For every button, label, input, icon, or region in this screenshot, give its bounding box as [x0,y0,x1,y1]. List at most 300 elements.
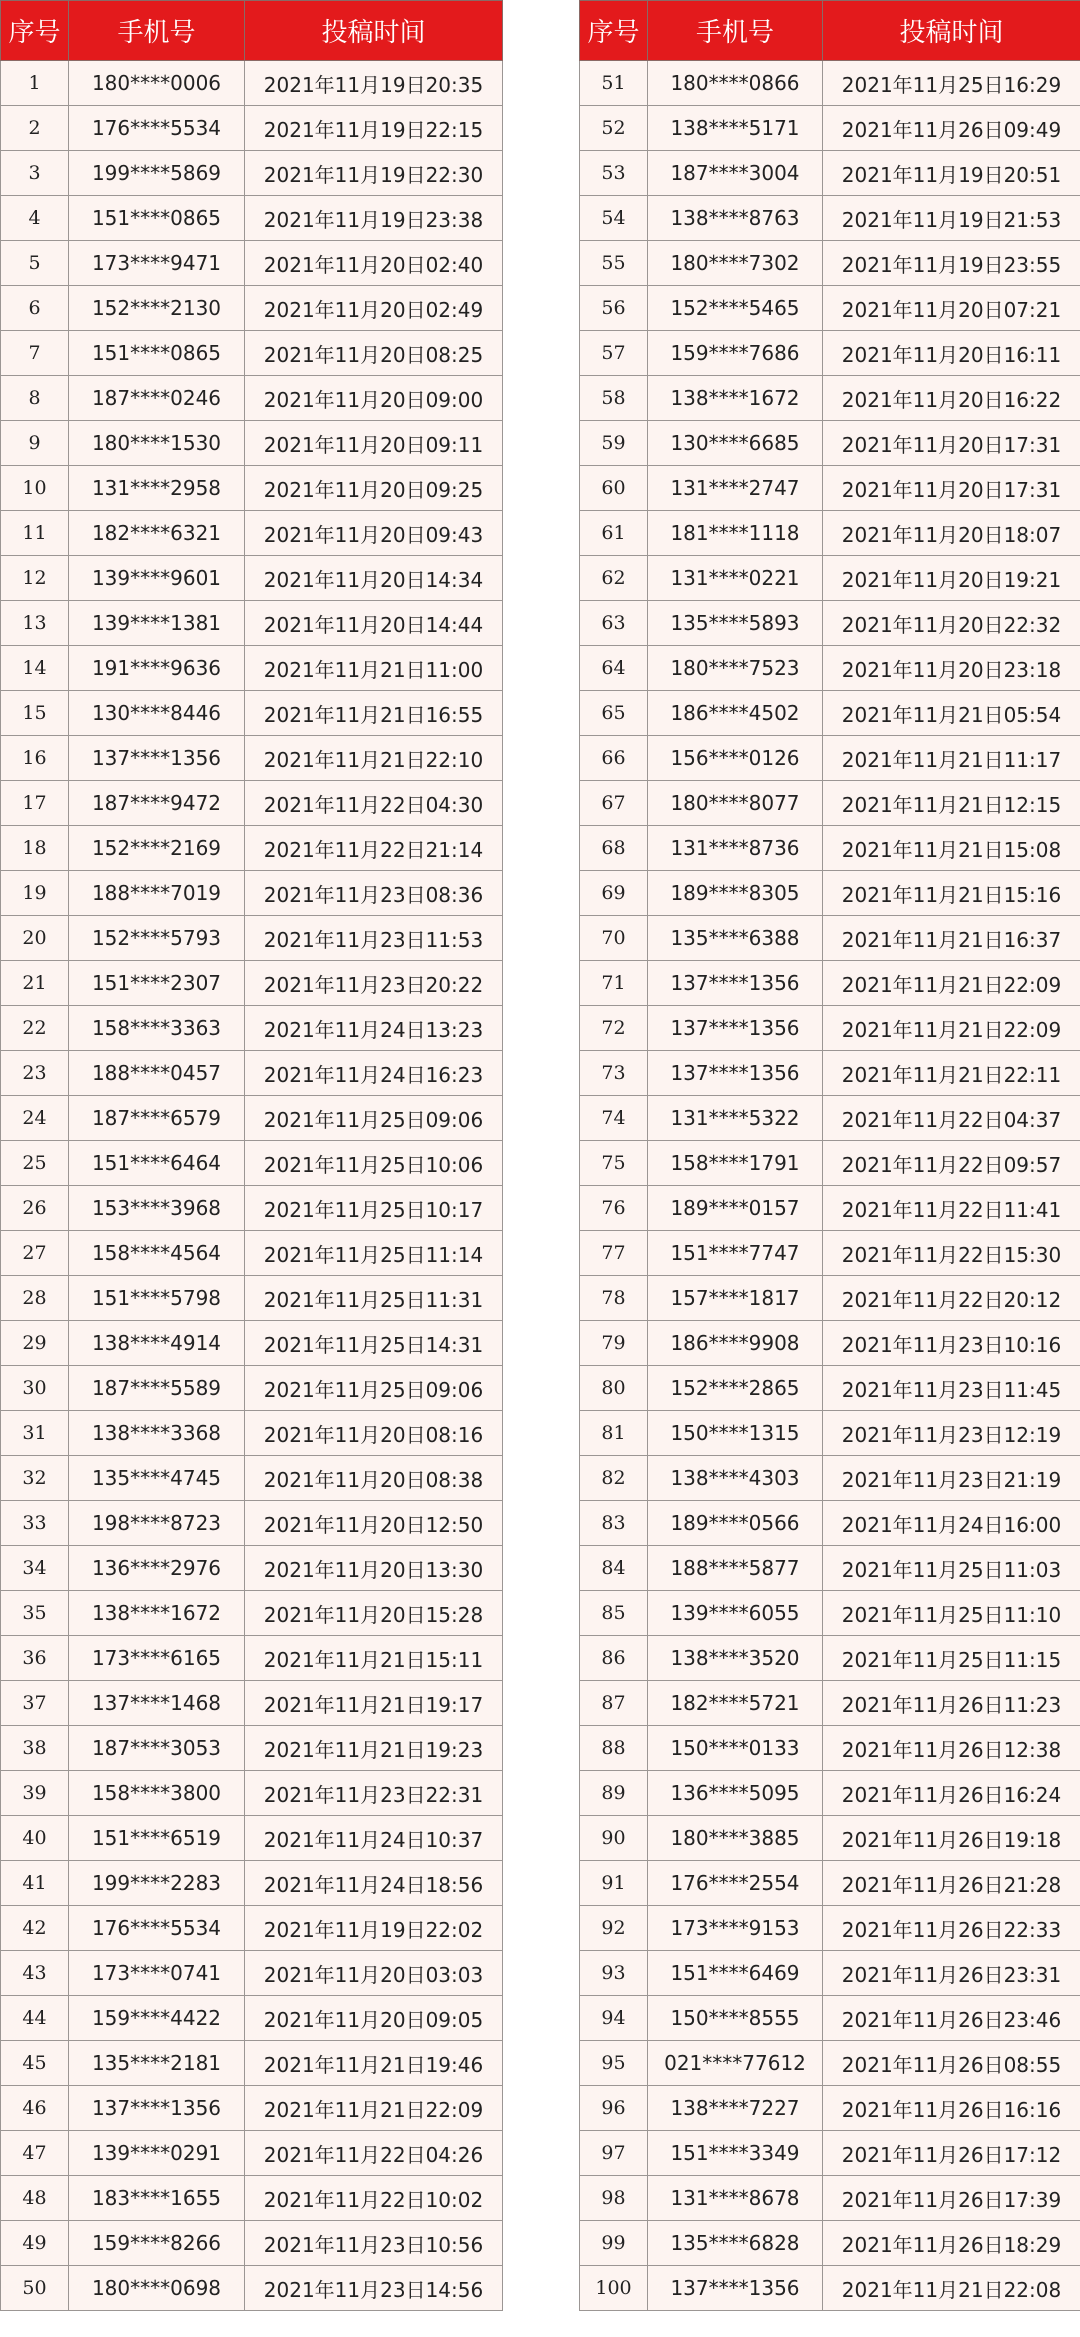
cell-index: 93 [580,1951,648,1996]
table-row [580,151,1080,196]
cell-index: 91 [580,1861,648,1906]
cell-phone: 186****9908 [648,1321,823,1366]
header-index: 序号 [1,1,69,61]
cell-index: 66 [580,736,648,781]
cell-time: 2021年11月19日20:51 [823,151,1080,196]
cell-phone: 131****2958 [69,466,245,511]
table-row [1,1141,503,1186]
cell-time: 2021年11月24日16:00 [823,1501,1080,1546]
cell-time: 2021年11月26日08:55 [823,2041,1080,2086]
cell-index: 95 [580,2041,648,2086]
cell-phone: 137****1356 [69,2086,245,2131]
cell-index: 51 [580,61,648,106]
cell-time: 2021年11月20日16:11 [823,331,1080,376]
cell-phone: 131****2747 [648,466,823,511]
cell-phone: 199****5869 [69,151,245,196]
cell-index: 13 [1,601,69,646]
cell-index: 5 [1,241,69,286]
cell-index: 85 [580,1591,648,1636]
cell-index: 25 [1,1141,69,1186]
cell-index: 27 [1,1231,69,1276]
cell-phone: 151****0865 [69,331,245,376]
cell-time: 2021年11月23日08:36 [245,871,503,916]
table-row [580,1141,1080,1186]
table-row [580,556,1080,601]
cell-index: 38 [1,1726,69,1771]
cell-index: 44 [1,1996,69,2041]
cell-time: 2021年11月20日07:21 [823,286,1080,331]
cell-time: 2021年11月22日15:30 [823,1231,1080,1276]
cell-time: 2021年11月21日05:54 [823,691,1080,736]
cell-phone: 137****1356 [69,736,245,781]
cell-phone: 151****6464 [69,1141,245,1186]
table-row [1,61,503,106]
cell-phone: 138****8763 [648,196,823,241]
cell-index: 24 [1,1096,69,1141]
cell-time: 2021年11月26日21:28 [823,1861,1080,1906]
table-row [1,1366,503,1411]
table-row [1,1096,503,1141]
cell-time: 2021年11月26日17:12 [823,2131,1080,2176]
cell-phone: 189****0566 [648,1501,823,1546]
cell-index: 57 [580,331,648,376]
cell-phone: 159****7686 [648,331,823,376]
cell-index: 43 [1,1951,69,1996]
cell-phone: 187****9472 [69,781,245,826]
cell-phone: 158****4564 [69,1231,245,1276]
cell-time: 2021年11月21日15:16 [823,871,1080,916]
table-row [580,1366,1080,1411]
cell-time: 2021年11月20日17:31 [823,466,1080,511]
cell-time: 2021年11月20日09:11 [245,421,503,466]
table-row [1,871,503,916]
cell-index: 45 [1,2041,69,2086]
cell-phone: 151****7747 [648,1231,823,1276]
cell-index: 84 [580,1546,648,1591]
cell-index: 59 [580,421,648,466]
cell-time: 2021年11月25日16:29 [823,61,1080,106]
cell-phone: 159****4422 [69,1996,245,2041]
cell-phone: 152****2865 [648,1366,823,1411]
cell-index: 65 [580,691,648,736]
table-row [580,421,1080,466]
cell-phone: 138****1672 [69,1591,245,1636]
cell-index: 62 [580,556,648,601]
cell-index: 22 [1,1006,69,1051]
cell-phone: 151****6519 [69,1816,245,1861]
cell-phone: 150****8555 [648,1996,823,2041]
table-row [580,826,1080,871]
cell-index: 71 [580,961,648,1006]
cell-time: 2021年11月20日14:44 [245,601,503,646]
cell-time: 2021年11月22日04:30 [245,781,503,826]
cell-phone: 135****4745 [69,1456,245,1501]
cell-time: 2021年11月22日10:02 [245,2176,503,2221]
cell-index: 2 [1,106,69,151]
cell-time: 2021年11月26日23:31 [823,1951,1080,1996]
cell-time: 2021年11月21日16:55 [245,691,503,736]
table-row [580,1186,1080,1231]
table-row [1,421,503,466]
cell-time: 2021年11月21日15:08 [823,826,1080,871]
cell-phone: 191****9636 [69,646,245,691]
cell-phone: 151****5798 [69,1276,245,1321]
cell-time: 2021年11月20日08:16 [245,1411,503,1456]
table-row [580,466,1080,511]
cell-index: 87 [580,1681,648,1726]
cell-index: 83 [580,1501,648,1546]
cell-time: 2021年11月19日23:38 [245,196,503,241]
cell-phone: 138****7227 [648,2086,823,2131]
submission-table-right [579,0,1080,2311]
cell-index: 39 [1,1771,69,1816]
cell-time: 2021年11月21日16:37 [823,916,1080,961]
table-row [580,1591,1080,1636]
cell-phone: 151****3349 [648,2131,823,2176]
cell-phone: 021****77612 [648,2041,823,2086]
cell-index: 53 [580,151,648,196]
table-row [1,781,503,826]
table-row [1,691,503,736]
cell-phone: 189****0157 [648,1186,823,1231]
cell-index: 49 [1,2221,69,2266]
cell-phone: 139****0291 [69,2131,245,2176]
table-row [580,2041,1080,2086]
cell-phone: 173****9153 [648,1906,823,1951]
cell-phone: 159****8266 [69,2221,245,2266]
table-row [1,2266,503,2311]
table-row [580,1321,1080,1366]
table-row [1,961,503,1006]
cell-time: 2021年11月26日18:29 [823,2221,1080,2266]
table-row [580,2176,1080,2221]
table-row [1,241,503,286]
table-body [580,61,1080,2311]
cell-index: 52 [580,106,648,151]
table-row [1,1411,503,1456]
table-row [580,1276,1080,1321]
cell-time: 2021年11月25日11:31 [245,1276,503,1321]
cell-index: 35 [1,1591,69,1636]
table-row [1,1501,503,1546]
cell-time: 2021年11月23日11:45 [823,1366,1080,1411]
cell-index: 99 [580,2221,648,2266]
cell-phone: 137****1356 [648,2266,823,2311]
table-row [580,2131,1080,2176]
cell-index: 15 [1,691,69,736]
cell-phone: 138****4914 [69,1321,245,1366]
cell-time: 2021年11月19日21:53 [823,196,1080,241]
cell-time: 2021年11月23日11:53 [245,916,503,961]
cell-phone: 150****1315 [648,1411,823,1456]
cell-phone: 137****1356 [648,961,823,1006]
table-row [580,646,1080,691]
cell-phone: 176****2554 [648,1861,823,1906]
cell-time: 2021年11月20日12:50 [245,1501,503,1546]
table-row [1,826,503,871]
cell-index: 4 [1,196,69,241]
cell-index: 54 [580,196,648,241]
cell-time: 2021年11月19日22:02 [245,1906,503,1951]
cell-index: 42 [1,1906,69,1951]
cell-time: 2021年11月25日10:17 [245,1186,503,1231]
cell-time: 2021年11月26日23:46 [823,1996,1080,2041]
cell-time: 2021年11月21日22:08 [823,2266,1080,2311]
table-row [580,1006,1080,1051]
cell-time: 2021年11月26日16:16 [823,2086,1080,2131]
header-row [580,1,1080,61]
submission-table-left [0,0,503,2311]
cell-index: 1 [1,61,69,106]
cell-index: 74 [580,1096,648,1141]
cell-time: 2021年11月21日22:09 [823,1006,1080,1051]
cell-phone: 135****5893 [648,601,823,646]
cell-index: 23 [1,1051,69,1096]
table-row [1,376,503,421]
cell-phone: 186****4502 [648,691,823,736]
cell-index: 33 [1,1501,69,1546]
cell-time: 2021年11月25日11:14 [245,1231,503,1276]
table-row [1,466,503,511]
cell-index: 6 [1,286,69,331]
cell-time: 2021年11月24日13:23 [245,1006,503,1051]
cell-time: 2021年11月20日17:31 [823,421,1080,466]
cell-phone: 153****3968 [69,1186,245,1231]
cell-index: 8 [1,376,69,421]
cell-index: 20 [1,916,69,961]
cell-time: 2021年11月23日21:19 [823,1456,1080,1501]
cell-time: 2021年11月24日16:23 [245,1051,503,1096]
table-row [1,2086,503,2131]
cell-time: 2021年11月20日14:34 [245,556,503,601]
cell-phone: 157****1817 [648,1276,823,1321]
cell-phone: 176****5534 [69,106,245,151]
cell-index: 100 [580,2266,648,2311]
table-row [580,196,1080,241]
table-row [1,601,503,646]
cell-phone: 158****1791 [648,1141,823,1186]
cell-time: 2021年11月25日11:03 [823,1546,1080,1591]
table-row [580,106,1080,151]
table-row [1,2221,503,2266]
cell-phone: 182****5721 [648,1681,823,1726]
header-time: 投稿时间 [245,1,503,61]
table-row [1,1231,503,1276]
cell-phone: 137****1356 [648,1051,823,1096]
table-row [1,1546,503,1591]
cell-time: 2021年11月20日09:00 [245,376,503,421]
cell-index: 70 [580,916,648,961]
table-row [580,1726,1080,1771]
cell-index: 19 [1,871,69,916]
cell-phone: 137****1468 [69,1681,245,1726]
cell-phone: 138****1672 [648,376,823,421]
cell-index: 94 [580,1996,648,2041]
table-row [1,1456,503,1501]
table-row [1,1726,503,1771]
cell-time: 2021年11月20日16:22 [823,376,1080,421]
table-row [1,1186,503,1231]
table-row [580,1501,1080,1546]
cell-time: 2021年11月24日10:37 [245,1816,503,1861]
cell-phone: 152****5465 [648,286,823,331]
cell-phone: 156****0126 [648,736,823,781]
cell-index: 60 [580,466,648,511]
cell-phone: 152****5793 [69,916,245,961]
cell-time: 2021年11月20日15:28 [245,1591,503,1636]
cell-index: 40 [1,1816,69,1861]
cell-index: 73 [580,1051,648,1096]
table-row [580,1681,1080,1726]
cell-time: 2021年11月20日09:05 [245,1996,503,2041]
cell-index: 63 [580,601,648,646]
header-row [1,1,503,61]
cell-time: 2021年11月20日02:49 [245,286,503,331]
cell-phone: 152****2130 [69,286,245,331]
cell-index: 68 [580,826,648,871]
table-row [580,916,1080,961]
table-row [580,2266,1080,2311]
table-row [580,1771,1080,1816]
table-row [580,2221,1080,2266]
cell-index: 76 [580,1186,648,1231]
header-phone: 手机号 [69,1,245,61]
cell-time: 2021年11月25日14:31 [245,1321,503,1366]
cell-index: 18 [1,826,69,871]
cell-index: 34 [1,1546,69,1591]
cell-phone: 139****9601 [69,556,245,601]
cell-phone: 180****0698 [69,2266,245,2311]
cell-time: 2021年11月23日10:16 [823,1321,1080,1366]
cell-phone: 139****6055 [648,1591,823,1636]
cell-phone: 150****0133 [648,1726,823,1771]
cell-index: 55 [580,241,648,286]
cell-phone: 138****4303 [648,1456,823,1501]
cell-time: 2021年11月20日13:30 [245,1546,503,1591]
table-row [1,196,503,241]
table-row [1,736,503,781]
cell-time: 2021年11月22日21:14 [245,826,503,871]
cell-phone: 183****1655 [69,2176,245,2221]
cell-phone: 158****3800 [69,1771,245,1816]
cell-index: 75 [580,1141,648,1186]
table-row [1,286,503,331]
table-row [1,1276,503,1321]
table-body [1,61,503,2311]
cell-phone: 173****9471 [69,241,245,286]
table-row [1,1861,503,1906]
table-row [580,601,1080,646]
table-row [1,1051,503,1096]
table-row [1,1636,503,1681]
cell-time: 2021年11月19日23:55 [823,241,1080,286]
cell-time: 2021年11月23日10:56 [245,2221,503,2266]
header-phone: 手机号 [648,1,823,61]
table-row [1,916,503,961]
cell-index: 37 [1,1681,69,1726]
cell-phone: 135****6388 [648,916,823,961]
cell-index: 81 [580,1411,648,1456]
cell-time: 2021年11月22日09:57 [823,1141,1080,1186]
cell-index: 46 [1,2086,69,2131]
cell-time: 2021年11月25日11:10 [823,1591,1080,1636]
table-row [580,1816,1080,1861]
cell-time: 2021年11月23日20:22 [245,961,503,1006]
cell-index: 41 [1,1861,69,1906]
cell-phone: 139****1381 [69,601,245,646]
cell-time: 2021年11月22日20:12 [823,1276,1080,1321]
cell-time: 2021年11月21日22:09 [245,2086,503,2131]
table-row [1,1321,503,1366]
cell-time: 2021年11月25日09:06 [245,1096,503,1141]
cell-phone: 188****5877 [648,1546,823,1591]
table-row [580,376,1080,421]
header-time: 投稿时间 [823,1,1080,61]
cell-phone: 173****6165 [69,1636,245,1681]
cell-phone: 182****6321 [69,511,245,556]
table-row [580,1906,1080,1951]
table-row [580,2086,1080,2131]
cell-index: 96 [580,2086,648,2131]
cell-time: 2021年11月25日11:15 [823,1636,1080,1681]
cell-phone: 176****5534 [69,1906,245,1951]
cell-phone: 181****1118 [648,511,823,556]
cell-phone: 180****0006 [69,61,245,106]
table-row [580,1411,1080,1456]
cell-index: 56 [580,286,648,331]
cell-index: 72 [580,1006,648,1051]
cell-phone: 188****0457 [69,1051,245,1096]
table-row [1,556,503,601]
cell-time: 2021年11月20日08:38 [245,1456,503,1501]
cell-index: 36 [1,1636,69,1681]
table-row [580,1096,1080,1141]
cell-index: 14 [1,646,69,691]
cell-phone: 135****6828 [648,2221,823,2266]
cell-index: 69 [580,871,648,916]
cell-index: 79 [580,1321,648,1366]
cell-index: 28 [1,1276,69,1321]
cell-time: 2021年11月20日09:43 [245,511,503,556]
cell-index: 16 [1,736,69,781]
cell-index: 50 [1,2266,69,2311]
table-row [1,106,503,151]
cell-index: 26 [1,1186,69,1231]
table-row [580,61,1080,106]
cell-phone: 180****0866 [648,61,823,106]
cell-phone: 138****3368 [69,1411,245,1456]
table-row [1,1816,503,1861]
cell-phone: 138****5171 [648,106,823,151]
cell-phone: 136****5095 [648,1771,823,1816]
cell-phone: 131****0221 [648,556,823,601]
cell-index: 30 [1,1366,69,1411]
table-row [1,646,503,691]
table-row [1,1996,503,2041]
cell-time: 2021年11月25日10:06 [245,1141,503,1186]
table-row [580,331,1080,376]
cell-index: 78 [580,1276,648,1321]
cell-time: 2021年11月21日15:11 [245,1636,503,1681]
table-row [580,871,1080,916]
cell-index: 67 [580,781,648,826]
cell-phone: 135****2181 [69,2041,245,2086]
table-row [1,1771,503,1816]
cell-time: 2021年11月26日11:23 [823,1681,1080,1726]
cell-phone: 187****3053 [69,1726,245,1771]
cell-time: 2021年11月25日09:06 [245,1366,503,1411]
cell-phone: 180****3885 [648,1816,823,1861]
